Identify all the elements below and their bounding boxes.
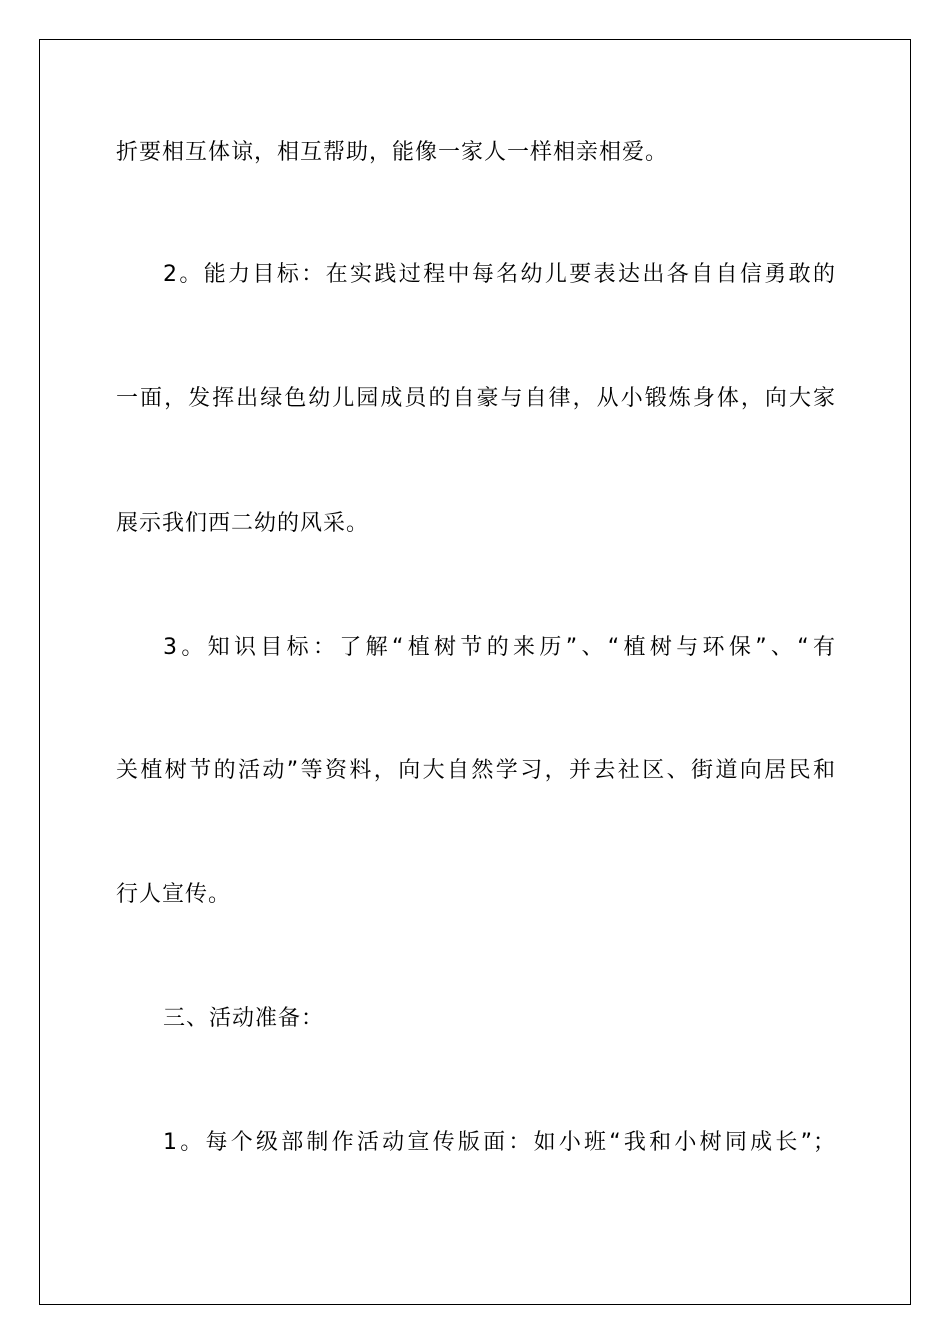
paragraph-line-9: 1。每个级部制作活动宣传版面：如小班“我和小树同成长”； [163,1130,836,1155]
paragraph-line-5: 3。知识目标：了解“植树节的来历”、“植树与环保”、“有 [163,635,836,660]
paragraph-line-6: 关植树节的活动”等资料，向大自然学习，并去社区、街道向居民和 [116,758,836,783]
paragraph-line-4: 展示我们西二幼的风采。 [116,511,370,536]
paragraph-line-1: 折要相互体谅，相互帮助，能像一家人一样相亲相爱。 [116,140,669,165]
paragraph-line-2: 2。能力目标：在实践过程中每名幼儿要表达出各自自信勇敢的 [163,262,836,287]
paragraph-line-7: 行人宣传。 [116,882,232,907]
page-border [39,39,911,1305]
section-heading: 三、活动准备： [163,1006,325,1031]
paragraph-line-3: 一面，发挥出绿色幼儿园成员的自豪与自律，从小锻炼身体，向大家 [116,386,836,411]
